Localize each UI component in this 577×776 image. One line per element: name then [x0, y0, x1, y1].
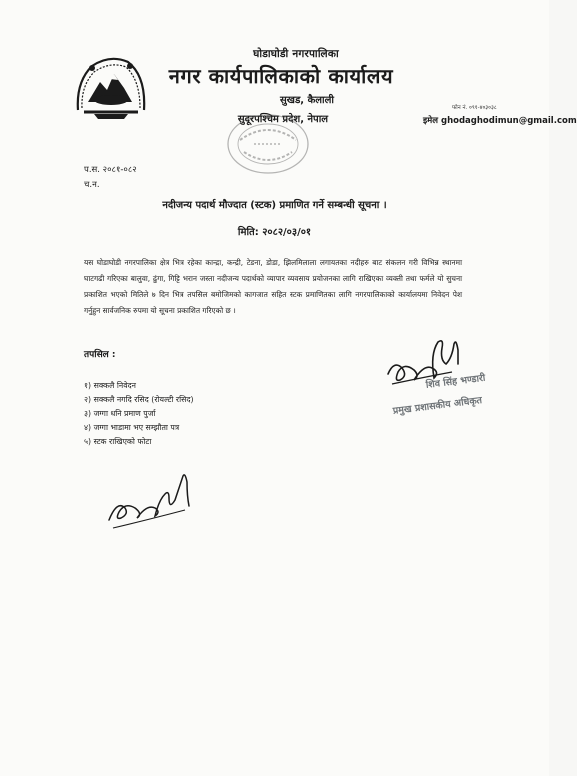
dispatch-number: च.न. [84, 180, 100, 190]
officer-designation: प्रमुख प्रशासकीय अधिकृत [392, 395, 483, 417]
address-local: सुखड, कैलाली [280, 95, 334, 106]
list-item: ४) जग्गा भाडामा भए सम्झौता पत्र [84, 423, 180, 432]
nepal-emblem-icon [72, 52, 150, 122]
secondary-signature [103, 470, 195, 534]
municipality-name: घोडाघोडी नगरपालिका [253, 48, 339, 60]
list-item: १) सक्कलै निवेदन [84, 381, 136, 390]
notice-body: यस घोडाघोडी नगरपालिका क्षेत्र भित्र रहेका कान्द्रा, कन्द्री, टेडना, डोडा, झिलमिलाला लगायतका नदीहरु बाट संकलन गरी विभिन्न स्थानमा घाटगढी गरिएका बालुवा, ढुंगा, गिट्टि भरान जस्ता नदीजन्य पदार्थको व्यापार व्यवसाय प्रयोजनका लागि राखिएका व्यक्ती तथा फर्मले यो सुचना प्रकाशित भएको मितिले ७ दिन भित्र तपसिल बमोजिमको कागजात सहित स्टक प्रमाणितका लागि नगरपालिकाको कार्यालयमा निवेदन पेश गर्नुहुन सार्वजनिक रुपमा यो सूचना प्रकाशित गरिएको छ । [84, 258, 462, 315]
office-title: नगर कार्यपालिकाको कार्यालय [168, 64, 394, 88]
contact-phone: फोन नं. ०९१-४०३०३८ [452, 105, 497, 111]
list-item: ३) जग्गा धनि प्रमाण पुर्जा [84, 409, 156, 418]
contact-email: इमेल ghodaghodimun@gmail.com [423, 116, 577, 126]
notice-subject: नदीजन्य पदार्थ मौज्दात (स्टक) प्रमाणित गर्ने सम्बन्धी सूचना । [162, 200, 387, 211]
details-heading: तपसिल : [84, 350, 116, 360]
list-item: ५) स्टक राखिएको फोटा [84, 437, 152, 446]
office-seal-icon [224, 110, 312, 178]
letter-reference-number: प.स. २०८१-०८२ [84, 165, 137, 175]
list-item: २) सक्कलै नगदि रसिद (रोयल्टी रसिद) [84, 395, 194, 404]
notice-date: मिति: २०८२/०३/०१ [237, 227, 312, 238]
officer-name: शिव सिंह भण्डारी [425, 372, 486, 391]
details-list [84, 379, 194, 449]
address-province: सुदूरपश्चिम प्रदेश, नेपाल [237, 114, 329, 125]
